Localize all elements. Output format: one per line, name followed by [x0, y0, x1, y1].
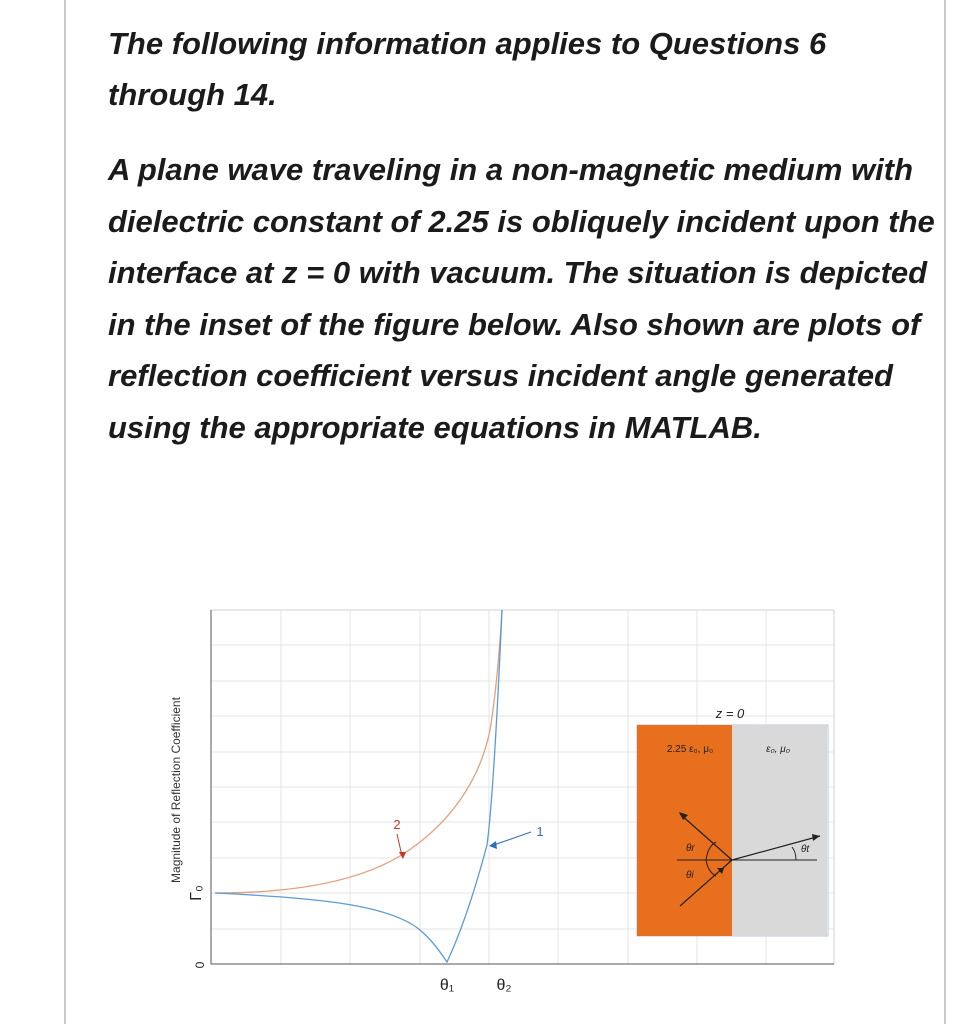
- reflection-figure: [160, 600, 860, 1010]
- inset-diagram: [637, 706, 828, 936]
- y-tick-zero: 0: [193, 961, 207, 969]
- question-intro: The following information applies to Questions 6 through 14.: [108, 26, 827, 112]
- page-border-left: [64, 0, 66, 1024]
- angle-t-label: θt: [801, 844, 810, 855]
- angle-i-label: θi: [686, 870, 694, 881]
- y-tick-gamma0: Γ₀: [188, 885, 205, 901]
- medium1-region: [637, 725, 732, 936]
- angle-r-label: θr: [686, 843, 695, 854]
- series-2-label: 2: [393, 817, 401, 832]
- medium1-label: 2.25 ε₀, μ₀: [666, 744, 714, 755]
- medium2-region: [732, 725, 827, 936]
- reflection-chart: [160, 600, 860, 1010]
- x-tick-theta2: θ₂: [496, 977, 512, 994]
- interface-label: z = 0: [715, 706, 745, 721]
- question-description: A plane wave traveling in a non-magnetic medium with dielectric constant of 2.25 is obliquely incident upon the interface at z = 0 with vacuum. The situation is depicted in the inset of the figure below. Also shown are plots of reflection coefficient versus incident angle generated using the appropriate equations in MATLAB.: [108, 152, 935, 445]
- x-tick-theta1: θ₁: [439, 977, 455, 994]
- page-border-right: [944, 0, 946, 1024]
- y-axis-label: Magnitude of Reflection Coefficient: [169, 697, 183, 883]
- series-1-label: 1: [536, 824, 544, 839]
- medium2-label: ε₀, μ₀: [766, 744, 790, 755]
